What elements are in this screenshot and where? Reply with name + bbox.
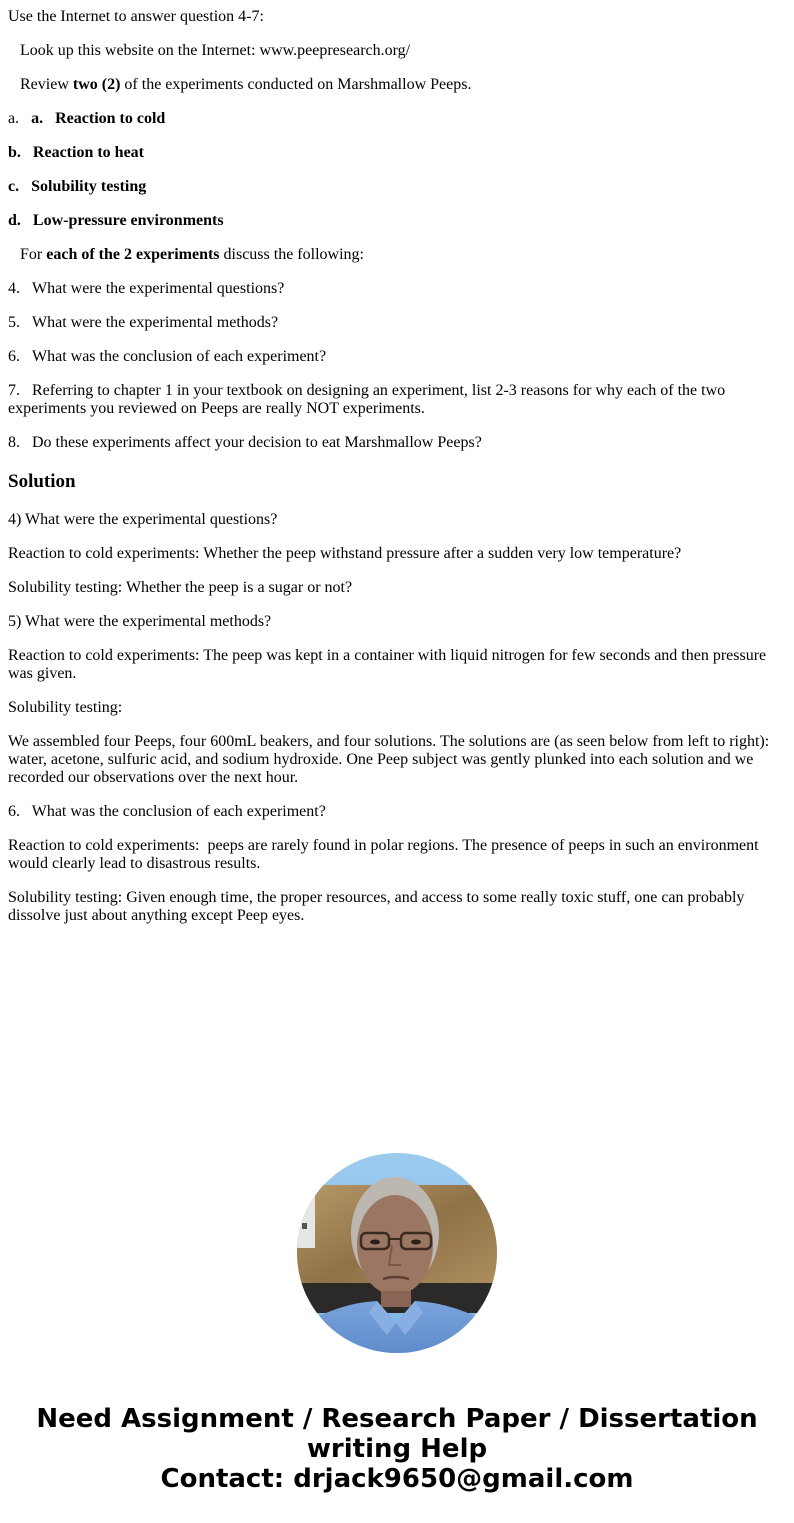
experiment-item-d: d. Low-pressure environments (8, 212, 224, 229)
experiment-item-b: b. Reaction to heat (8, 144, 144, 161)
solution-heading: Solution (8, 471, 76, 492)
solution-paragraph: Solubility testing: Given enough time, the proper resources, and access to some really toxic stuff, one can probably dissolve just about anything except Peep eyes. (8, 889, 745, 924)
intro-review: Review two (2) of the experiments conducted on Marshmallow Peeps. (20, 76, 472, 93)
solution-paragraph: 4) What were the experimental questions? (8, 511, 278, 528)
question-6: 6. What was the conclusion of each experiment? (8, 348, 327, 365)
question-8: 8. Do these experiments affect your decision to eat Marshmallow Peeps? (8, 434, 482, 451)
contact-banner (0, 1404, 794, 1494)
contact-banner-line: writing Help (306, 1434, 488, 1464)
question-5: 5. What were the experimental methods? (8, 314, 279, 331)
intro-website: Look up this website on the Internet: www.peepresearch.org/ (20, 42, 411, 59)
author-avatar (297, 1153, 497, 1353)
contact-banner-line: Need Assignment / Research Paper / Dissertation (36, 1404, 758, 1434)
solution-paragraph: Reaction to cold experiments: peeps are rarely found in polar regions. The presence of peeps in such an environment would clearly lead to disastrous results. (8, 837, 763, 872)
experiment-item-a: a. a. Reaction to cold (8, 110, 166, 127)
experiment-item-c: c. Solubility testing (8, 178, 147, 195)
solution-paragraph: Solubility testing: Whether the peep is a sugar or not? (8, 579, 353, 596)
solution-paragraph: 5) What were the experimental methods? (8, 613, 272, 630)
solution-paragraph: Solubility testing: (8, 699, 123, 716)
solution-paragraph: Reaction to cold experiments: Whether the peep withstand pressure after a sudden very low temperature? (8, 545, 682, 562)
discuss-instruction: For each of the 2 experiments discuss the following: (20, 246, 364, 263)
contact-email: Contact: drjack9650@gmail.com (160, 1464, 634, 1494)
intro-instruction: Use the Internet to answer question 4-7: (8, 8, 264, 25)
solution-paragraph: 6. What was the conclusion of each experiment? (8, 803, 326, 820)
question-7: 7. Referring to chapter 1 in your textbook on designing an experiment, list 2-3 reasons for why each of the two experiments you reviewed on Peeps are really NOT experiments. (8, 382, 726, 417)
solution-paragraph: We assembled four Peeps, four 600mL beakers, and four solutions. The solutions are (as seen below from left to right): water, acetone, sulfuric acid, and sodium hydroxide. One Peep subject was gently plunked into each solution and we recorded our observations over the next hour. (8, 733, 770, 786)
person-photo-avatar-icon (297, 1153, 497, 1353)
question-4: 4. What were the experimental questions? (8, 280, 285, 297)
solution-paragraph: Reaction to cold experiments: The peep was kept in a container with liquid nitrogen for few seconds and then pressure was given. (8, 647, 767, 682)
